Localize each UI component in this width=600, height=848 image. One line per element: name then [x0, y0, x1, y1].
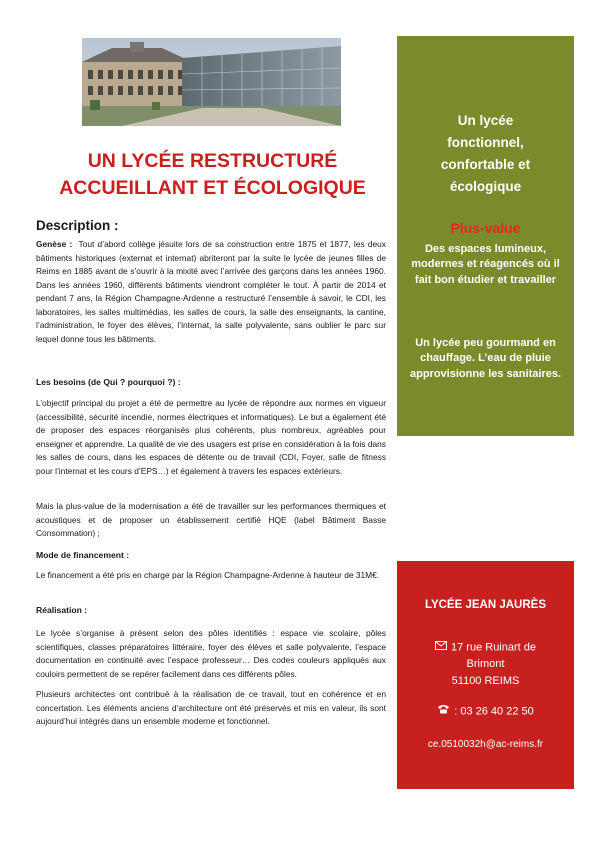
phone-line: [397, 703, 574, 720]
realisation-heading: Réalisation :: [36, 605, 88, 615]
title-line-2: ACCUEILLANT ET ÉCOLOGIQUE: [59, 177, 366, 199]
besoins-paragraph-1: L’objectif principal du projet a été de permettre au lycée de répondre aux normes en vigueur (accessibilité, sécurité incendie, normes électriques et informatiques). Le but a également été de proposer des espaces réorganisés plus cohérents, plus nombreux, agréables pour enseigner et apprendre. La qualité de vie des usagers est prise en considération à la fois dans les salles de cours, dans les espaces de détente ou de travail (CDI, Foyer, salle de fitness pour l’internat et les cours d’EPS…) et également à travers les espaces extérieurs.: [36, 398, 386, 476]
plusvalue-heading: Plus-value: [450, 220, 521, 236]
tagline-line-2: fonctionnel,: [447, 135, 524, 150]
financement-heading: Mode de financement :: [36, 550, 130, 560]
besoins-paragraph-2: Mais la plus-value de la modernisation a été de travailler sur les performances thermiques et acoustiques et de proposer un établissement certifié HQE (label Bâtiment Basse Consommation) ;: [36, 501, 386, 538]
building-photo: [82, 38, 341, 126]
email-link[interactable]: ce.0510032h@ac-reims.fr: [427, 739, 544, 750]
financement-paragraph: Le financement a été pris en charge par la Région Champagne-Ardenne à hauteur de 31M€.: [36, 570, 380, 580]
page-title: [40, 148, 385, 202]
telephone-icon: [437, 703, 450, 720]
realisation-paragraph-2: Plusieurs architectes ont contribué à la réalisation de ce travail, tout en cohérence et en concertation. Les éléments anciens d’architecture ont été préservés et mis en valeur, ils sont aujourd’hui intégrés dans un ensemble moderne et fonctionnel.: [36, 689, 386, 726]
address-line-1: [397, 639, 574, 656]
address-text-1: 17 rue Ruinart de: [451, 641, 536, 654]
plusvalue-text-2: Un lycée peu gourmand en chauffage. L’eau de pluie approvisionne les sanitaires.: [409, 337, 561, 380]
tagline-line-4: écologique: [449, 179, 522, 194]
school-name: LYCÉE JEAN JAURÈS: [424, 599, 546, 611]
realisation-paragraph-1: Le lycée s’organise à présent selon des pôles identifiés : espace vie scolaire, pôles scientifiques, classes préparatoires littéraire, foyer des élèves et salle polyvalente, l’espace documentation en continuité avec l’espace professeur… Des codes couleurs appliqués aux couloirs permettent de se repérer facilement dans ces différents pôles.: [36, 628, 386, 679]
contact-panel: [397, 561, 574, 789]
title-line-1: UN LYCÉE RESTRUCTURÉ: [87, 150, 338, 172]
genese-text: Tout d’abord collège jésuite lors de sa construction entre 1875 et 1877, les deux bâtiments historiques (externat et internat) abriteront par la suite le lycée de jeunes filles de Reims en 1885 avant de s’ouvrir à la mixité avec l’arrivée des garçons dans les années 1960. Dans les années 1960, différents bâtiments viendront compléter le tout. À partir de 2014 et pendant 7 ans, la Région Champagne-Ardenne a restructuré l’ensemble à savoir, le CDI, les laboratoires, les salles multimédias, les salles de cours, la salle des enseignants, la cantine, l’administration, le foyer des élèves, l’internat, la salle polyvalente, sans oublier le parc sur lequel donne tous les bâtiments.: [36, 239, 386, 344]
phone-number: : 03 26 40 22 50: [454, 705, 534, 718]
address-line-3: 51100 REIMS: [451, 675, 520, 687]
genese-label: Genèse :: [36, 239, 73, 249]
genese-paragraph: [36, 238, 386, 346]
building-illustration: [82, 38, 341, 126]
tagline-line-1: Un lycée: [457, 113, 514, 128]
panel-tagline: [405, 110, 566, 198]
description-heading: Description :: [36, 218, 119, 233]
besoins-heading: Les besoins (de Qui ? pourquoi ?) :: [36, 377, 181, 387]
tagline-line-3: confortable et: [440, 157, 531, 172]
plusvalue-text: Des espaces lumineux, modernes et réagencés où il fait bon étudier et travailler: [411, 243, 560, 286]
highlights-panel: [397, 36, 574, 436]
envelope-icon: [435, 639, 447, 656]
address-line-2: Brimont: [466, 658, 505, 670]
